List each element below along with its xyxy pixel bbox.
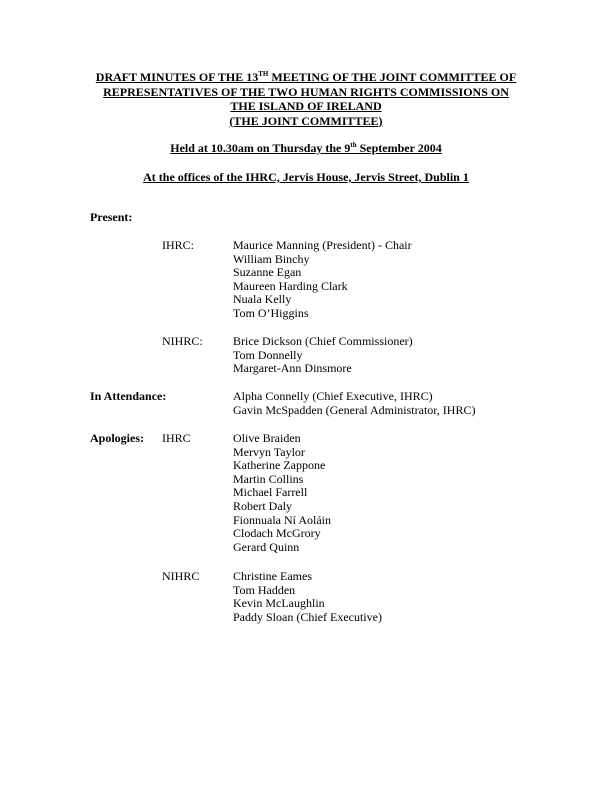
apologies-nihrc-label: NIHRC [162,569,200,583]
person-name: Maurice Manning (President) - Chair [233,238,412,252]
person-name: Michael Farrell [233,485,308,500]
person-name: Suzanne Egan [233,265,302,280]
person-name: Olive Braiden [233,431,301,445]
attendance-label: In Attendance: [90,389,167,403]
person-name: Gerard Quinn [233,539,300,554]
present-ihrc-label: IHRC: [162,238,195,252]
person-name: Katherine Zappone [233,458,326,473]
present-label: Present: [90,210,133,224]
title-line-3: THE ISLAND OF IRELAND [230,99,382,113]
meeting-date: Held at 10.30am on Thursday the 9th September 2004 [170,141,442,155]
present-nihrc-list [233,335,413,376]
person-name: Gavin McSpadden (General Administrator, IHRC) [233,402,476,417]
attendance-list [233,390,475,417]
title-line-1: DRAFT MINUTES OF THE 13TH MEETING OF THE JOINT COMMITTEE OF [95,70,517,84]
person-name: Tom Donnelly [233,347,303,362]
person-name: Robert Daly [233,498,292,513]
person-name: Tom Hadden [233,582,296,597]
present-ihrc-list [233,239,412,321]
person-name: Fionnuala Ní Aoláin [233,512,331,527]
person-name: Clodach McGrory [233,526,321,541]
title-line-4: (THE JOINT COMMITTEE) [229,113,383,128]
date-superscript: th [350,141,357,149]
person-name: Martin Collins [233,471,304,486]
apologies-ihrc-list [233,432,331,554]
person-name: Tom O’Higgins [233,305,309,320]
present-nihrc-label: NIHRC: [162,334,203,348]
person-name: Mervyn Taylor [233,444,305,459]
document-title [80,70,532,128]
person-name: William Binchy [233,251,310,266]
meeting-venue: At the offices of the IHRC, Jervis House, Jervis Street, Dublin 1 [143,170,469,184]
person-name: Nuala Kelly [233,292,292,307]
apologies-label: Apologies: [90,431,144,445]
person-name: Alpha Connelly (Chief Executive, IHRC) [233,389,433,403]
person-name: Maureen Harding Clark [233,278,348,293]
person-name: Margaret-Ann Dinsmore [233,361,352,376]
apologies-ihrc-label: IHRC [162,431,191,445]
person-name: Paddy Sloan (Chief Executive) [233,609,382,624]
title-superscript: TH [258,70,269,78]
person-name: Christine Eames [233,569,312,583]
title-line-2: REPRESENTATIVES OF THE TWO HUMAN RIGHTS COMMISSIONS ON [103,84,509,99]
person-name: Brice Dickson (Chief Commissioner) [233,334,413,348]
apologies-nihrc-list [233,570,382,624]
person-name: Kevin McLaughlin [233,596,325,611]
